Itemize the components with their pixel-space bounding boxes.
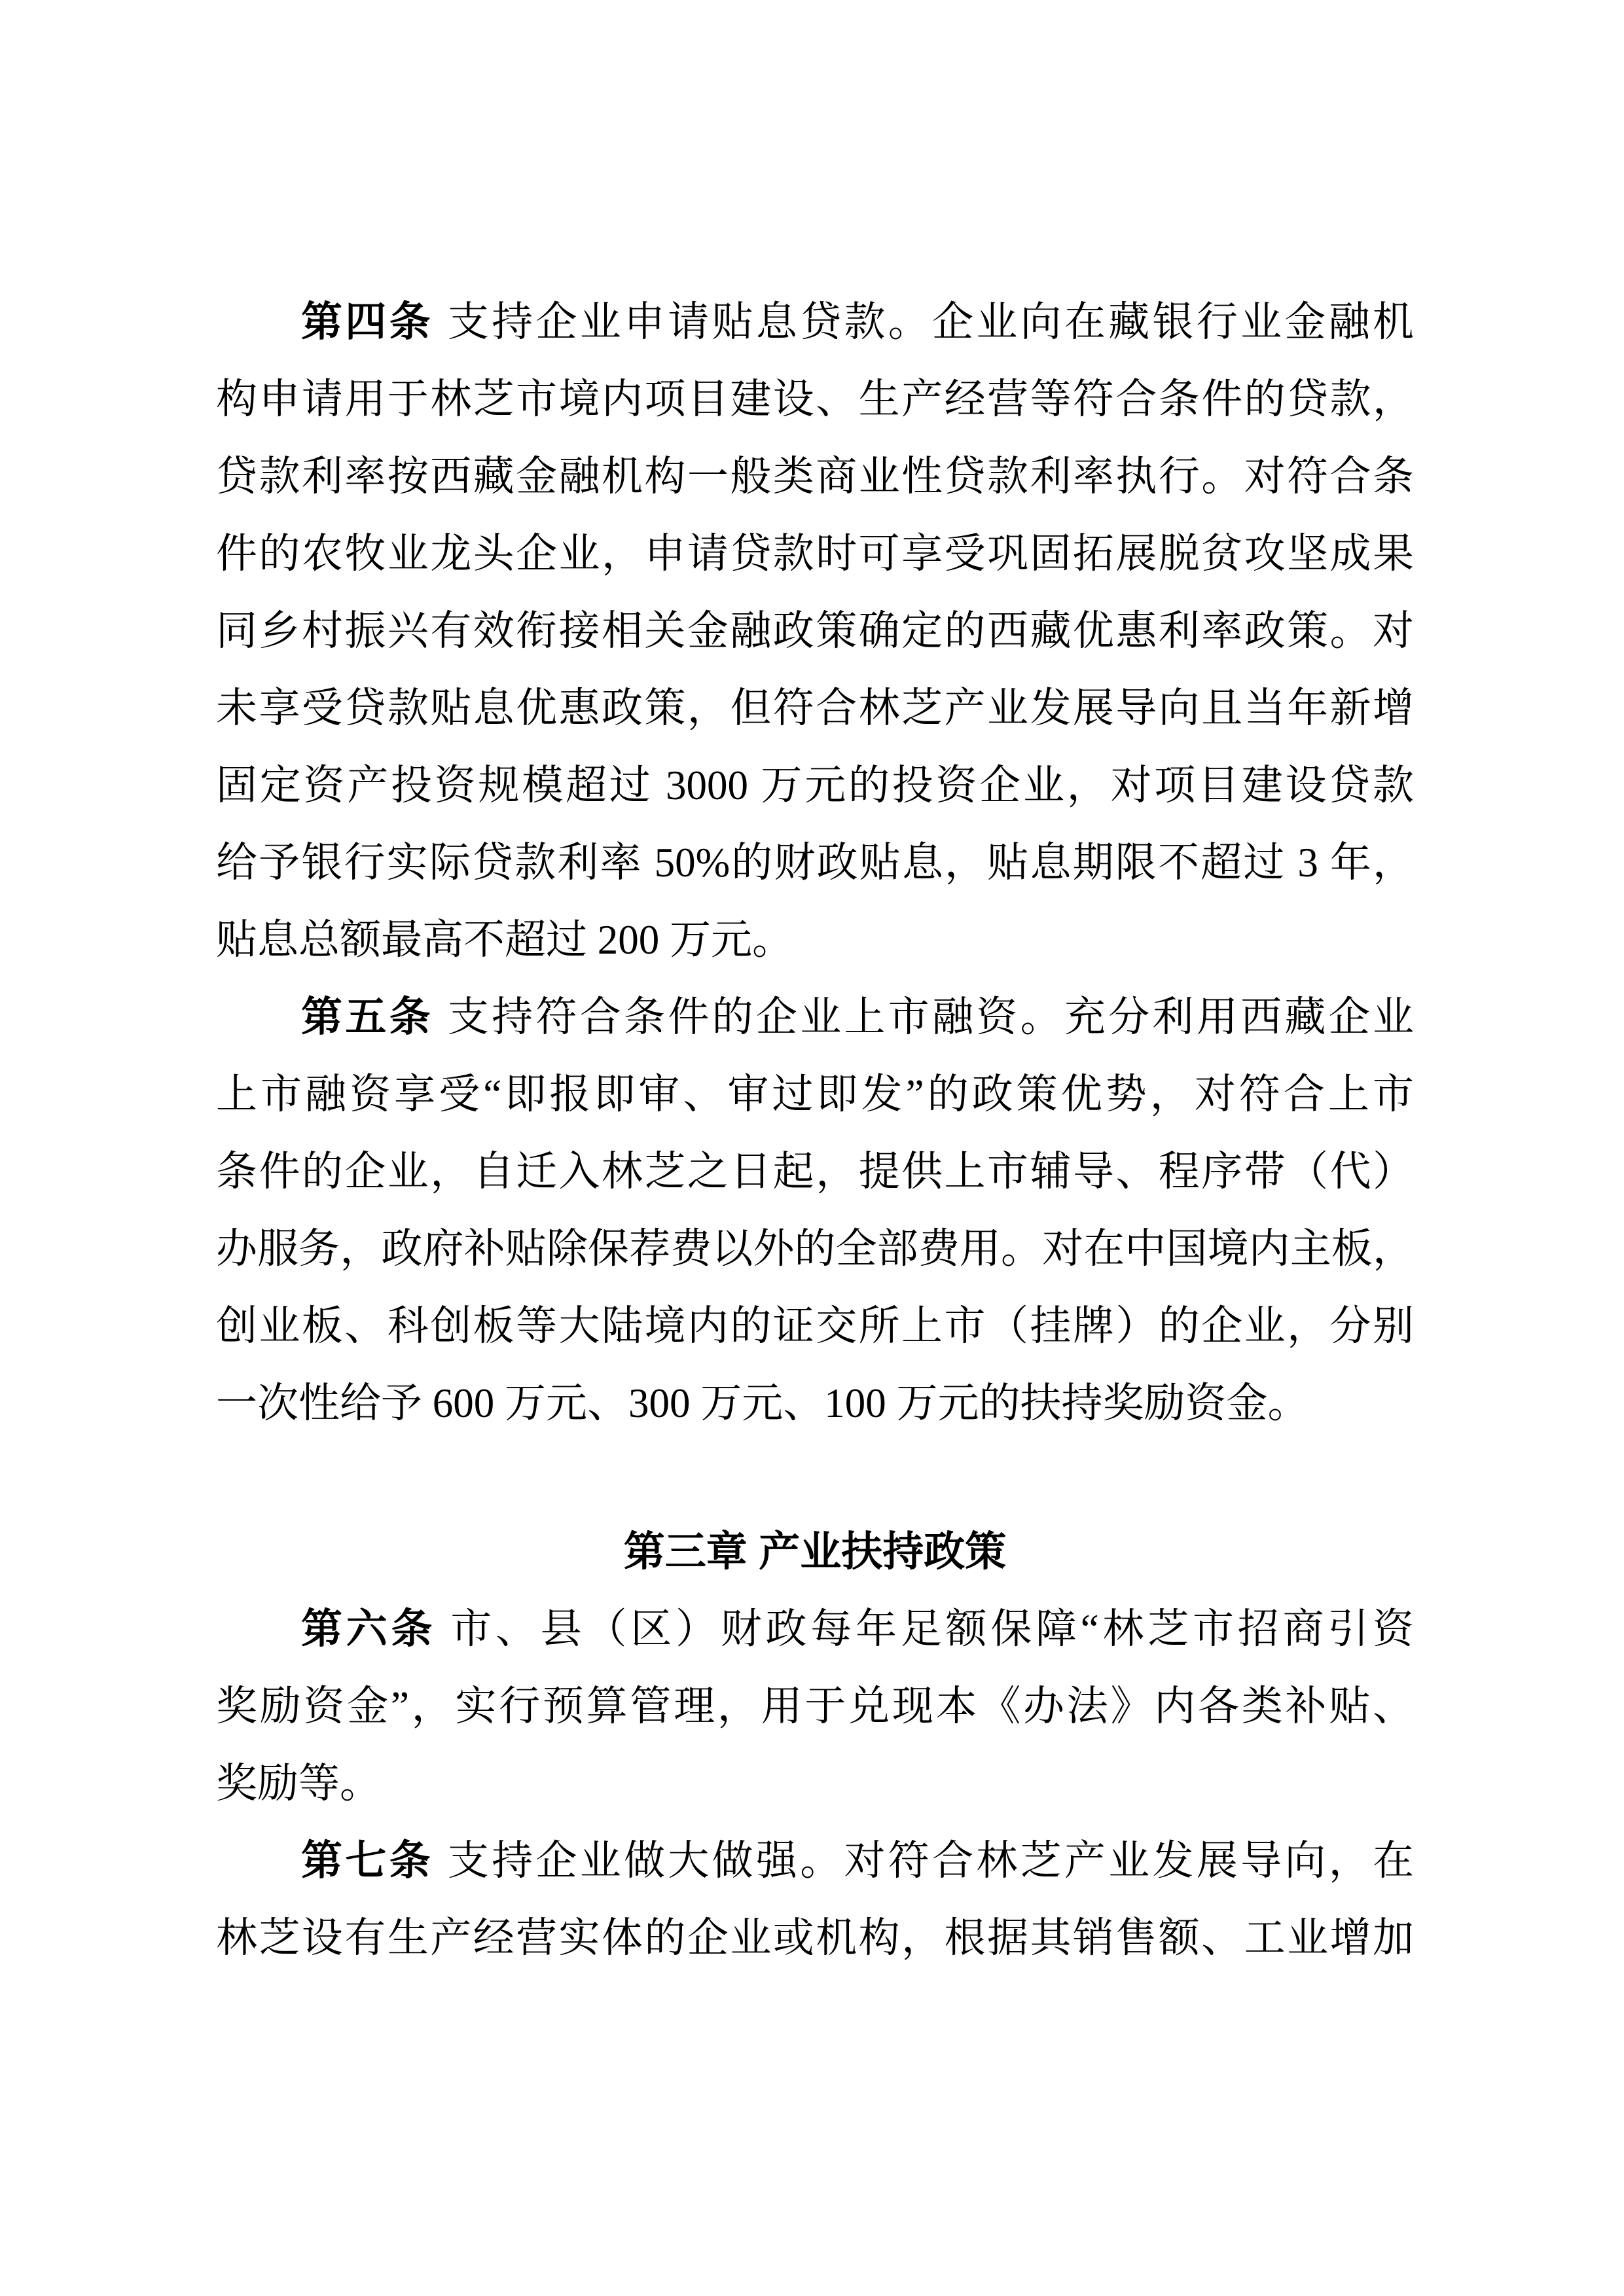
text-line: 构申请用于林芝市境内项目建设、生产经营等符合条件的贷款，	[216, 376, 1414, 422]
text-line: 未享受贷款贴息优惠政策，但符合林芝产业发展导向且当年新增	[216, 685, 1414, 731]
text-line	[216, 283, 1414, 361]
text-line: 奖励等。	[216, 1761, 381, 1806]
text-line: 办服务，政府补贴除保荐费以外的全部费用。对在中国境内主板，	[216, 1226, 1414, 1272]
text-line: 条件的企业，自迁入林芝之日起，提供上市辅导、程序带（代）	[216, 1149, 1414, 1194]
text-line: 一次性给予 600 万元、300 万元、100 万元的扶持奖励资金。	[216, 1380, 1309, 1426]
article-4-label: 第四条	[301, 299, 433, 345]
text-line: 贷款利率按西藏金融机构一般类商业性贷款利率执行。对符合条	[216, 454, 1414, 499]
article-5-paragraph	[216, 978, 1414, 1442]
article-4-paragraph	[216, 283, 1414, 978]
text-line: 固定资产投资规模超过 3000 万元的投资企业，对项目建设贷款	[216, 762, 1414, 808]
text-line: 创业板、科创板等大陆境内的证交所上市（挂牌）的企业，分别	[216, 1303, 1414, 1349]
article-5-line-text: 支持符合条件的企业上市融资。充分利用西藏企业	[447, 994, 1414, 1040]
article-6-line-text: 市、县（区）财政每年足额保障“林芝市招商引资	[450, 1606, 1415, 1652]
text-line: 件的农牧业龙头企业，申请贷款时可享受巩固拓展脱贫攻坚成果	[216, 531, 1414, 577]
text-line	[216, 1590, 1414, 1668]
text-line	[216, 1822, 1414, 1899]
article-6-paragraph	[216, 1590, 1414, 1822]
text-line	[216, 978, 1414, 1056]
article-7-label: 第七条	[301, 1838, 433, 1884]
text-line: 林芝设有生产经营实体的企业或机构，根据其销售额、工业增加	[216, 1915, 1414, 1961]
text-line: 上市融资享受“即报即审、审过即发”的政策优势，对符合上市	[216, 1071, 1414, 1117]
text-line: 给予银行实际贷款利率 50%的财政贴息，贴息期限不超过 3 年，	[216, 840, 1414, 886]
article-6-label: 第六条	[301, 1606, 437, 1652]
chapter-heading: 第三章 产业扶持政策	[623, 1529, 1007, 1575]
text-line: 同乡村振兴有效衔接相关金融政策确定的西藏优惠利率政策。对	[216, 608, 1414, 654]
text-line: 贴息总额最高不超过 200 万元。	[216, 917, 793, 963]
text-line: 奖励资金”，实行预算管理，用于兑现本《办法》内各类补贴、	[216, 1683, 1414, 1729]
article-4-line-text: 支持企业申请贴息贷款。企业向在藏银行业金融机	[447, 299, 1414, 345]
article-5-label: 第五条	[301, 994, 433, 1040]
article-7-paragraph	[216, 1822, 1414, 1977]
article-7-line-text: 支持企业做大做强。对符合林芝产业发展导向，在	[447, 1838, 1414, 1884]
